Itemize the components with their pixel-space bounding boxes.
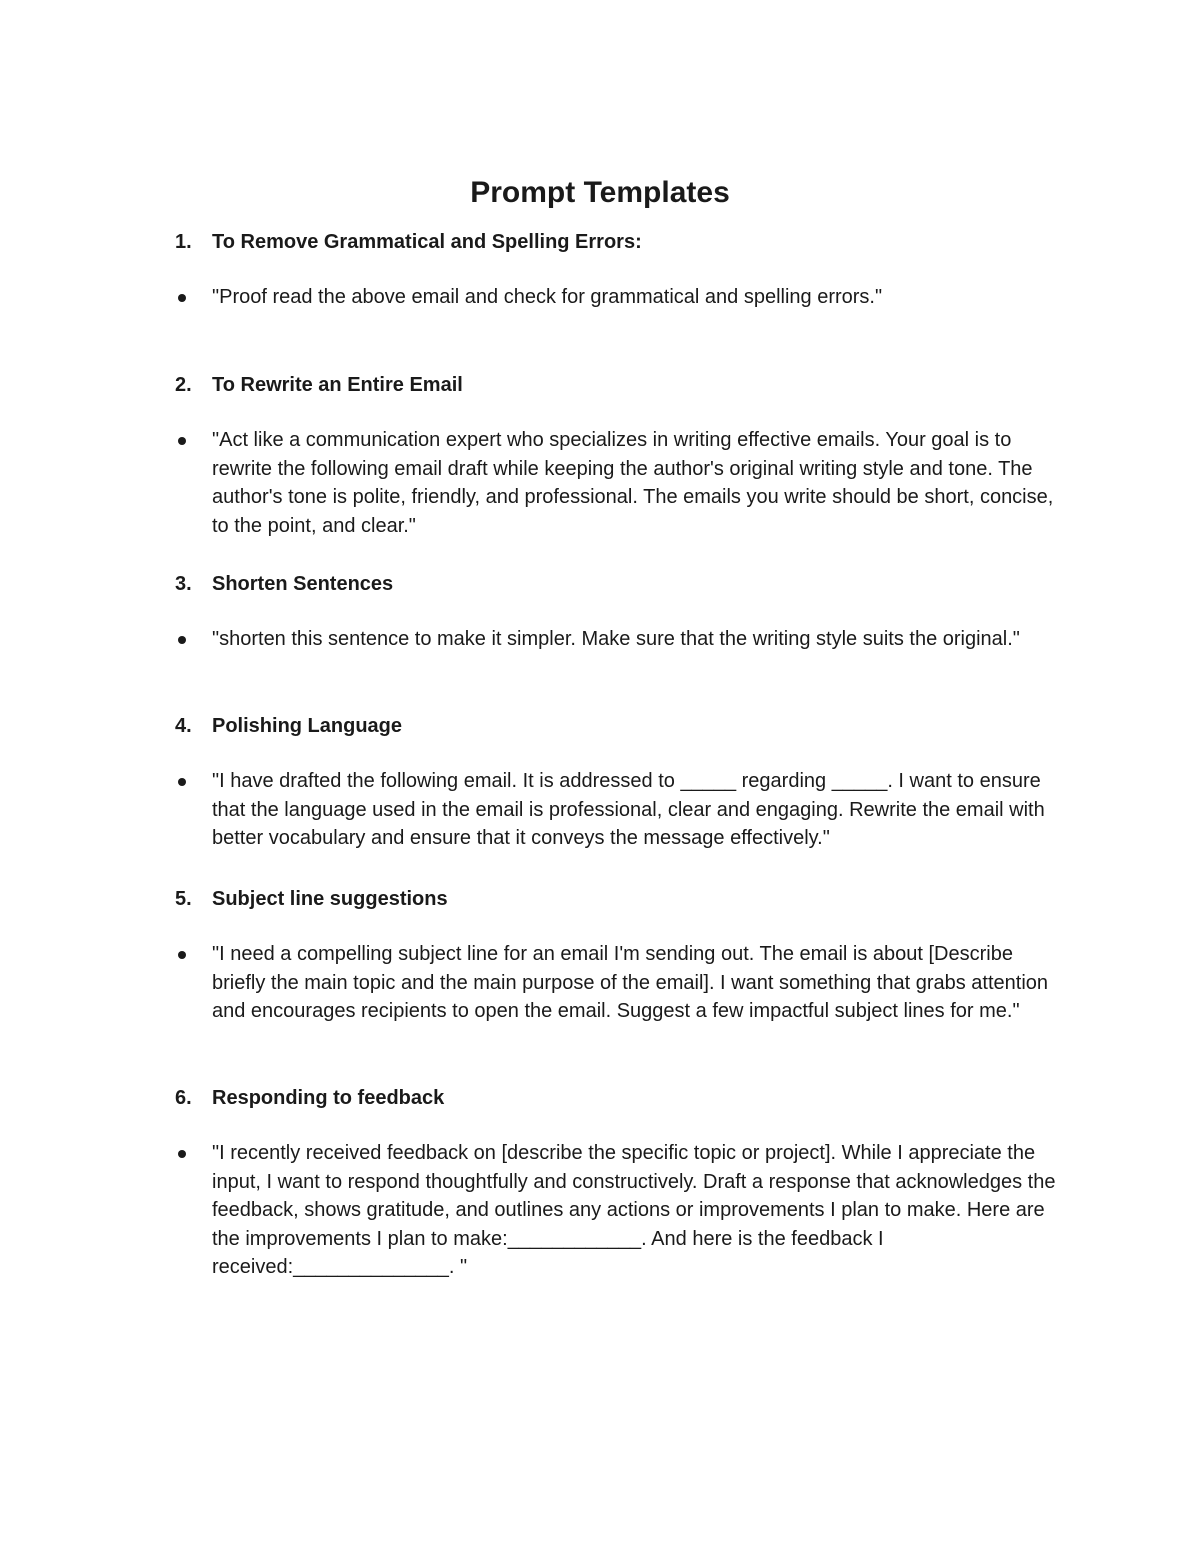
bullet-dot-icon <box>178 778 186 786</box>
section-heading <box>175 885 1075 913</box>
bullet-text: "Proof read the above email and check for grammatical and spelling errors." <box>212 286 883 308</box>
bullet-item <box>175 283 1057 312</box>
bullet-text: "Act like a communication expert who specializes in writing effective emails. Your goal is to rewrite the following email draft while keeping the author's original writing style and tone. The author's tone is polite, friendly, and professional. The emails you write should be short, concise, to the point, and clear." <box>212 429 1054 537</box>
section-subject-line <box>175 885 1075 1026</box>
section-heading <box>175 1084 1075 1112</box>
page-title: Prompt Templates <box>470 176 730 209</box>
bullet-item <box>175 940 1057 1026</box>
section-heading-text: Responding to feedback <box>212 1087 445 1109</box>
section-heading-text: Subject line suggestions <box>212 888 448 910</box>
bullet-dot-icon <box>178 636 186 644</box>
section-number: 4. <box>175 715 192 737</box>
section-heading <box>175 570 1075 598</box>
section-rewrite-email <box>175 371 1075 540</box>
bullet-item <box>175 767 1057 853</box>
bullet-dot-icon <box>178 294 186 302</box>
section-heading-text: Shorten Sentences <box>212 573 394 595</box>
bullet-text: "I need a compelling subject line for an email I'm sending out. The email is about [Describe briefly the main topic and the main purpose of the email]. I want something that grabs attention and encourages recipients to open the email. Suggest a few impactful subject lines for me." <box>212 943 1049 1023</box>
section-heading <box>175 712 1075 740</box>
bullet-text: "I have drafted the following email. It is addressed to _____ regarding _____. I want to ensure that the language used in the email is professional, clear and engaging. Rewrite the email with better vocabulary and ensure that it conveys the message effectively." <box>212 770 1045 850</box>
section-shorten-sentences <box>175 570 1075 654</box>
section-number: 5. <box>175 888 192 910</box>
bullet-text: "I recently received feedback on [describe the specific topic or project]. While I appreciate the input, I want to respond thoughtfully and constructively. Draft a response that acknowledges the feedback, shows gratitude, and outlines any actions or improvements I plan to make. Here are the improvements I plan to make:____________. And here is the feedback I received:______________. " <box>212 1142 1056 1279</box>
bullet-dot-icon <box>178 951 186 959</box>
section-heading-text: To Rewrite an Entire Email <box>212 374 463 396</box>
bullet-text: "shorten this sentence to make it simpler. Make sure that the writing style suits the original." <box>212 628 1020 650</box>
section-heading <box>175 371 1075 399</box>
bullet-item <box>175 426 1057 540</box>
section-number: 1. <box>175 231 192 253</box>
section-number: 2. <box>175 374 192 396</box>
section-number: 6. <box>175 1087 192 1109</box>
bullet-dot-icon <box>178 1150 186 1158</box>
bullet-item <box>175 1139 1057 1282</box>
section-responding-feedback <box>175 1084 1075 1282</box>
section-heading-text: To Remove Grammatical and Spelling Errors: <box>212 231 642 253</box>
section-polishing-language <box>175 712 1075 853</box>
section-number: 3. <box>175 573 192 595</box>
section-remove-errors <box>175 228 1075 312</box>
bullet-item <box>175 625 1057 654</box>
section-heading <box>175 228 1075 256</box>
bullet-dot-icon <box>178 437 186 445</box>
section-heading-text: Polishing Language <box>212 715 403 737</box>
